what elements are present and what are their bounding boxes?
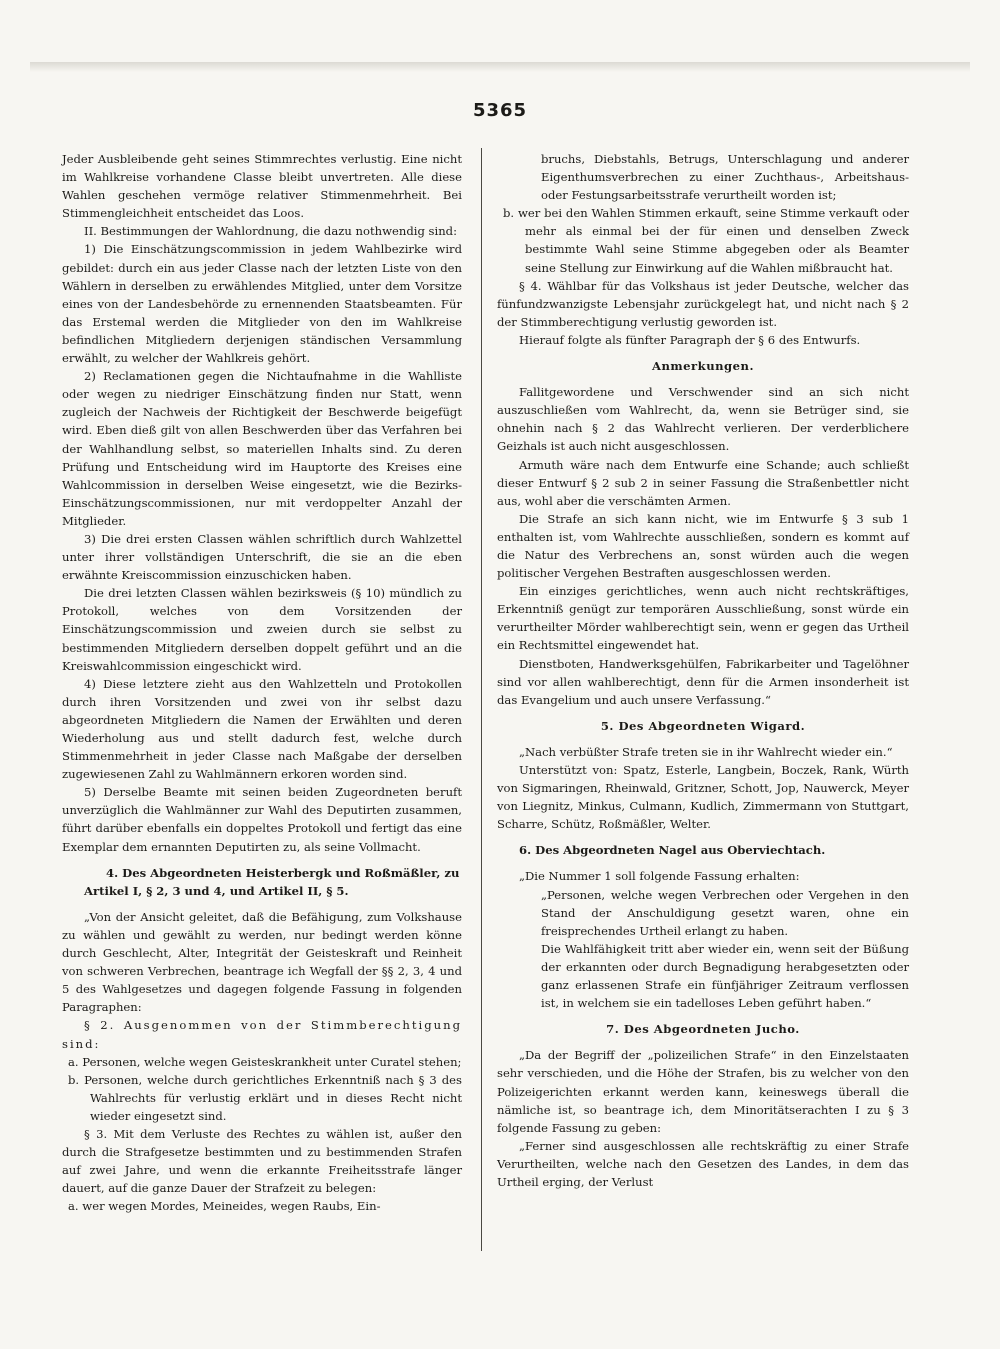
paragraph: b. Personen, welche durch gerichtliches Erkenntniß nach § 3 des Wahlrechts für verlustig erklärt und in dieses Recht nicht wieder eingesetzt sind.	[68, 1072, 462, 1123]
section-heading: 7. Des Abgeordneten Jucho.	[606, 1022, 800, 1037]
paragraph: § 3. Mit dem Verluste des Rechtes zu wählen ist, außer den durch die Strafgesetze bestimmten und zu bestimmenden Strafen auf zwei Jahre, und wenn die erkannte Freiheitsstrafe länger dauert, auf die ganze Dauer der Strafzeit zu belegen:	[62, 1126, 462, 1196]
paragraph: Armuth wäre nach dem Entwurfe eine Schande; auch schließt dieser Entwurf § 2 sub 2 in seiner Fassung die Straßenbettler nicht aus, wohl aber die verschämten Armen.	[497, 457, 909, 508]
paragraph: b. wer bei den Wahlen Stimmen erkauft, seine Stimme verkauft oder mehr als einmal bei der für einen und denselben Zweck bestimmte Wahl seine Stimme abgegeben oder als Beamter seine Stellung zur Einwirkung auf die Wahlen mißbraucht hat.	[503, 206, 909, 275]
paragraph: II. Bestimmungen der Wahlordnung, die dazu nothwendig sind:	[84, 224, 458, 239]
paragraph: a. wer wegen Mordes, Meineides, wegen Raubs, Ein-	[68, 1199, 381, 1214]
scan-shadow	[30, 62, 970, 72]
paragraph: Unterstützt von: Spatz, Esterle, Langbein, Boczek, Rank, Würth von Sigmaringen, Rheinwald, Gritzner, Schott, Jop, Nauwerck, Meyer von Liegnitz, Minkus, Culmann, Kudlich, Zimmermann von Stuttgart, Scharre, Schütz, Roßmäßler, Welter.	[497, 763, 909, 832]
paragraph: 1) Die Einschätzungscommission in jedem Wahlbezirke wird gebildet: durch ein aus jeder Classe nach der letzten Liste von den Wählern in derselben zu erwählendes Mitglied, unter dem Vorsitze eines von der Landesbehörde zu ernennenden Staatsbeamten. Für das Erstemal werden die Mitglieder von den im Wahlkreise befindlichen Mitgliedern derjenigen ständischen Versammlung erwählt, zu welcher der Wahlkreis gehört.	[62, 242, 462, 366]
spacer	[62, 856, 462, 864]
paragraph: 4) Diese letztere zieht aus den Wahlzetteln und Protokollen durch ihren Vorsitzenden und zwei von ihr selbst dazu abgeordneten Mitgliedern die Namen der Erwählten und deren Wiederholung aus und stellt dadurch fest, welche durch Stimmenmehrheit in jeder Classe nach Maßgabe der derselben zugewiesenen Zahl zu Wahlmännern erkoren worden sind.	[62, 676, 462, 782]
paragraph: Hierauf folgte als fünfter Paragraph der § 6 des Entwurfs.	[519, 332, 861, 347]
section-heading: 4. Des Abgeordneten Heisterbergk und Roßmäßler, zu Artikel I, § 2, 3 und 4, und Artikel II, § 5.	[84, 865, 460, 898]
left-column	[62, 150, 462, 1215]
paragraph: a. Personen, welche wegen Geisteskrankheit unter Curatel stehen;	[68, 1054, 462, 1069]
spacer	[497, 349, 909, 357]
paragraph: Ein einziges gerichtliches, wenn auch nicht rechtskräftiges, Erkenntniß genügt zur temporären Ausschließung, sonst würde ein verurtheilter Mörder wahlberechtigt sein, wenn er gegen das Urtheil ein Rechtsmittel eingewendet hat.	[497, 584, 909, 653]
paragraph: § 4. Wählbar für das Volkshaus ist jeder Deutsche, welcher das fünfundzwanzigste Lebensjahr zurückgelegt hat, und nicht nach § 2 der Stimmberechtigung verlustig geworden ist.	[497, 278, 909, 329]
paragraph: „Nach verbüßter Strafe treten sie in ihr Wahlrecht wieder ein.“	[519, 744, 893, 759]
spacer	[497, 833, 909, 841]
column-divider	[481, 148, 482, 1251]
paragraph: Die Strafe an sich kann nicht, wie im Entwurfe § 3 sub 1 enthalten ist, vom Wahlrechte ausschließen, sondern es kommt auf die Natur des Verbrechens an, sonst würden auch die wegen politischer Vergehen Bestraften ausgeschlossen werden.	[497, 511, 909, 581]
paragraph: Jeder Ausbleibende geht seines Stimmrechtes verlustig. Eine nicht im Wahlkreise vorhandene Classe bleibt unvertreten. Alle diese Wahlen geschehen vermöge relativer Stimmenmehrheit. Bei Stimmengleichheit entscheidet das Loos.	[62, 152, 462, 221]
paragraph: „Da der Begriff der „polizeilichen Strafe“ in den Einzelstaaten sehr verschieden, und die Höhe der Strafen, bis zu welcher von den Polizeigerichten erkannt werden kann, keineswegs überall die nämliche ist, so beantrage ich, dem Minoritätserachten I zu § 3 folgende Fassung zu geben:	[497, 1048, 909, 1135]
paragraph: Die drei letzten Classen wählen bezirksweis (§ 10) mündlich zu Protokoll, welches von dem Vorsitzenden der Einschätzungscommission und zweien durch sie selbst zu bestimmenden Mitgliedern derselben doppelt geführt und an die Kreiswahlcommission eingeschickt wird.	[62, 586, 462, 673]
paragraph: 3) Die drei ersten Classen wählen schriftlich durch Wahlzettel unter ihrer vollständigen Unterschrift, die sie an die eben erwähnte Kreiscommission einzuschicken haben.	[62, 531, 462, 583]
page-number: 5365	[472, 100, 528, 121]
spacer	[497, 859, 909, 867]
spacer	[497, 1012, 909, 1020]
paragraph: „Personen, welche wegen Verbrechen oder Vergehen in den Stand der Anschuldigung gesetzt waren, ohne ein freisprechendes Urtheil erlangt zu haben.	[541, 887, 909, 938]
paragraph: § 2. Ausgenommen von der Stimmberechtigung sind:	[62, 1018, 462, 1051]
paragraph: „Die Nummer 1 soll folgende Fassung erhalten:	[519, 869, 800, 884]
paragraph: 2) Reclamationen gegen die Nichtaufnahme in die Wahlliste oder wegen zu niedriger Einschätzung finden nur Statt, wenn zugleich der Nachweis der Richtigkeit der Beschwerde beigefügt wird. Eben dieß gilt von allen Beschwerden über das Verfahren bei der Wahlhandlung selbst, so materiellen Inhalts sind. Zu deren Prüfung und Entscheidung wird im Hauptorte des Kreises eine Wahlcommission in derselben Weise eingesetzt, wie die Bezirks-Einschätzungscommissionen, nur mit verdoppelter Anzahl der Mitglieder.	[62, 369, 462, 528]
section-heading: Anmerkungen.	[651, 359, 755, 374]
paragraph: bruchs, Diebstahls, Betrugs, Unterschlagung und anderer Eigenthumsverbrechen zu einer Zuchthaus-, Arbeitshaus- oder Festungsarbeitsstrafe verurtheilt worden ist;	[541, 152, 909, 203]
paragraph: „Von der Ansicht geleitet, daß die Befähigung, zum Volkshause zu wählen und gewählt zu werden, nur bedingt werden könne durch Geschlecht, Alter, Integrität der Geisteskraft und Reinheit von schweren Verbrechen, beantrage ich Wegfall der §§ 2, 3, 4 und 5 des Wahlgesetzes und dagegen folgende Fassung in folgenden Paragraphen:	[62, 909, 462, 1015]
spacer	[497, 375, 909, 383]
section-heading: 6. Des Abgeordneten Nagel aus Oberviechtach.	[519, 843, 826, 858]
paragraph: „Ferner sind ausgeschlossen alle rechtskräftig zu einer Strafe Verurtheilten, welche nach den Gesetzen des Landes, in dem das Urtheil erging, der Verlust	[497, 1138, 909, 1189]
paragraph: Dienstboten, Handwerksgehülfen, Fabrikarbeiter und Tagelöhner sind vor allen wahlberechtigt, denn für die Armen insonderheit ist das Evangelium und auch unsere Verfassung.“	[497, 656, 909, 707]
right-column	[497, 150, 909, 1191]
paragraph: Die Wahlfähigkeit tritt aber wieder ein, wenn seit der Büßung der erkannten oder durch Begnadigung herabgesetzten oder ganz erlassenen Strafe ein fünfjähriger Zeitraum verflossen ist, in welchem sie ein tadelloses Leben geführt haben.“	[541, 941, 909, 1011]
spacer	[62, 900, 462, 908]
section-heading: 5. Des Abgeordneten Wigard.	[600, 718, 806, 733]
paragraph: 5) Derselbe Beamte mit seinen beiden Zugeordneten beruft unverzüglich die Wahlmänner zur Wahl des Deputirten zusammen, führt darüber ebenfalls ein doppeltes Protokoll und fertigt das eine Exemplar dem ernannten Deputirten zu, als seine Vollmacht.	[62, 785, 462, 854]
spacer	[497, 1038, 909, 1046]
paragraph: Fallitgewordene und Verschwender sind an sich nicht auszuschließen vom Wahlrecht, da, wenn sie Betrüger sind, sie ohnehin nach § 2 das Wahlrecht verlieren. Der verderblichere Geizhals ist auch nicht ausgeschlossen.	[497, 385, 909, 454]
spacer	[497, 709, 909, 717]
spacer	[497, 735, 909, 743]
